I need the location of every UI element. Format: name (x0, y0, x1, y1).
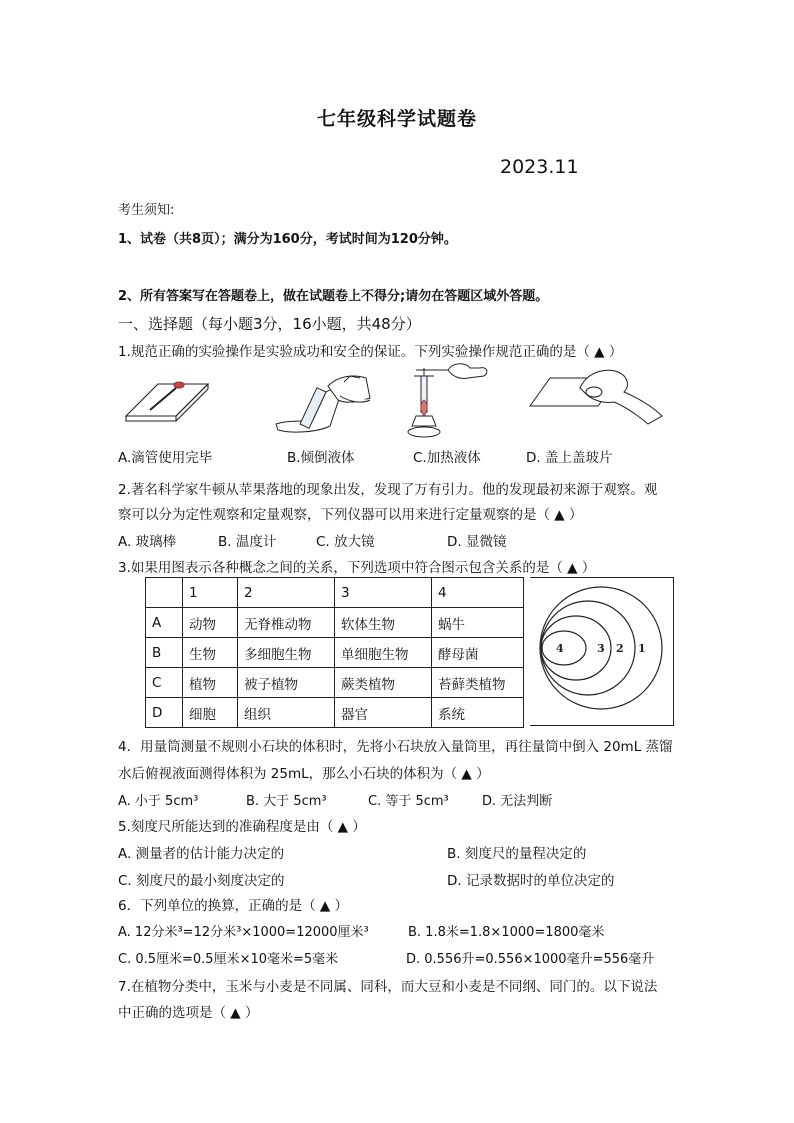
q1-option-d: D. 盖上盖玻片 (526, 450, 613, 466)
q2-option-b: B. 温度计 (218, 534, 277, 550)
table-cell: D (146, 698, 183, 728)
q6-option-b: B. 1.8米=1.8×1000=1800毫米 (408, 925, 605, 940)
table-cell: A (146, 608, 183, 638)
pouring-liquid-illustration (276, 376, 370, 432)
table-cell: 细胞 (183, 698, 238, 728)
table-cell: 动物 (183, 608, 238, 638)
table-cell: 无脊椎动物 (238, 608, 335, 638)
q5-option-c: C. 刻度尺的最小刻度决定的 (118, 873, 285, 889)
table-row (146, 638, 524, 668)
table-cell (146, 578, 183, 608)
table-cell: 1 (183, 578, 238, 608)
q1-illustrations (118, 362, 678, 442)
table-cell: 2 (238, 578, 335, 608)
table-cell: 植物 (183, 668, 238, 698)
table-row (146, 668, 524, 698)
table-cell: 酵母菌 (432, 638, 524, 668)
notice-heading: 考生须知: (118, 203, 175, 218)
table-cell: C (146, 668, 183, 698)
q3-classification-table (145, 577, 524, 728)
dropper-on-board-illustration (126, 382, 208, 421)
table-cell: 苔藓类植物 (432, 668, 524, 698)
cover-slip-illustration (530, 370, 662, 424)
q6-option-d: D. 0.556升=0.556×1000毫升=556毫升 (406, 952, 655, 967)
section-heading: 一、选择题（每小题3分，16小题，共48分） (118, 315, 421, 333)
q1-option-c: C.加热液体 (413, 450, 481, 466)
table-cell: 4 (432, 578, 524, 608)
table-cell: 器官 (335, 698, 432, 728)
exam-date: 2023.11 (500, 156, 579, 178)
q6-option-a: A. 12分米³=12分米³×1000=12000厘米³ (118, 925, 369, 940)
table-cell: 3 (335, 578, 432, 608)
nested-ellipses-svg (530, 578, 673, 725)
table-cell: 多细胞生物 (238, 638, 335, 668)
nested-ellipse-diagram (530, 577, 674, 726)
heating-liquid-illustration (408, 364, 487, 437)
ellipse-label-3: 3 (597, 642, 605, 655)
q4-option-c: C. 等于 5cm³ (368, 794, 449, 809)
q2-option-c: C. 放大镜 (316, 534, 375, 550)
table-cell: 蜗牛 (432, 608, 524, 638)
q2-stem-line2: 察可以分为定性观察和定量观察，下列仪器可以用来进行定量观察的是（ ▲ ） (118, 507, 583, 523)
q2-stem-line1: 2.著名科学家牛顿从苹果落地的现象出发，发现了万有引力。他的发现最初来源于观察。观 (118, 482, 658, 498)
ellipse-label-4: 4 (556, 642, 564, 655)
q7-stem-line2: 中正确的选项是（ ▲ ） (118, 1005, 259, 1021)
table-row (146, 698, 524, 728)
q1-stem: 1.规范正确的实验操作是实验成功和安全的保证。下列实验操作规范正确的是（ ▲ ） (118, 344, 623, 360)
q6-stem: 6．下列单位的换算，正确的是（ ▲ ） (118, 898, 349, 914)
ellipse-label-2: 2 (616, 642, 624, 655)
table-header-row (146, 578, 524, 608)
table-cell: 蕨类植物 (335, 668, 432, 698)
q4-stem-line2: 水后俯视液面测得体积为 25mL，那么小石块的体积为（ ▲ ） (118, 766, 490, 782)
table-cell: 生物 (183, 638, 238, 668)
table-cell: 组织 (238, 698, 335, 728)
notice-item-1: 1、试卷（共8页）；满分为160分，考试时间为120分钟。 (118, 232, 457, 247)
q2-option-a: A. 玻璃棒 (118, 534, 177, 550)
q1-option-b: B.倾倒液体 (287, 450, 355, 466)
notice-item-2: 2、所有答案写在答题卷上，做在试题卷上不得分;请勿在答题区域外答题。 (118, 289, 549, 304)
q1-option-a: A.滴管使用完毕 (118, 450, 213, 466)
ellipse-label-1: 1 (638, 642, 646, 655)
table-cell: 系统 (432, 698, 524, 728)
table-cell: 被子植物 (238, 668, 335, 698)
q5-stem: 5.刻度尺所能达到的准确程度是由（ ▲ ） (118, 819, 366, 835)
q4-option-b: B. 大于 5cm³ (246, 794, 327, 809)
q6-option-c: C. 0.5厘米=0.5厘米×10毫米=5毫米 (118, 952, 339, 967)
q5-option-b: B. 刻度尺的量程决定的 (447, 846, 587, 862)
q7-stem-line1: 7.在植物分类中，玉米与小麦是不同属、同科，而大豆和小麦是不同纲、同门的。以下说法 (118, 979, 658, 995)
page-title: 七年级科学试题卷 (316, 108, 477, 130)
table-cell: B (146, 638, 183, 668)
q5-option-d: D. 记录数据时的单位决定的 (447, 873, 615, 889)
q3-stem: 3.如果用图表示各种概念之间的关系，下列选项中符合图示包含关系的是（ ▲ ） (118, 560, 596, 576)
q5-option-a: A. 测量者的估计能力决定的 (118, 846, 285, 862)
table-cell: 单细胞生物 (335, 638, 432, 668)
q4-stem-line1: 4．用量筒测量不规则小石块的体积时，先将小石块放入量筒里，再往量筒中倒入 20mL 蒸馏 (118, 739, 673, 755)
q4-option-d: D. 无法判断 (482, 794, 553, 809)
q2-option-d: D. 显微镜 (447, 534, 507, 550)
table-row (146, 608, 524, 638)
ellipse-4 (542, 631, 586, 665)
table-cell: 软体生物 (335, 608, 432, 638)
q4-option-a: A. 小于 5cm³ (118, 794, 199, 809)
